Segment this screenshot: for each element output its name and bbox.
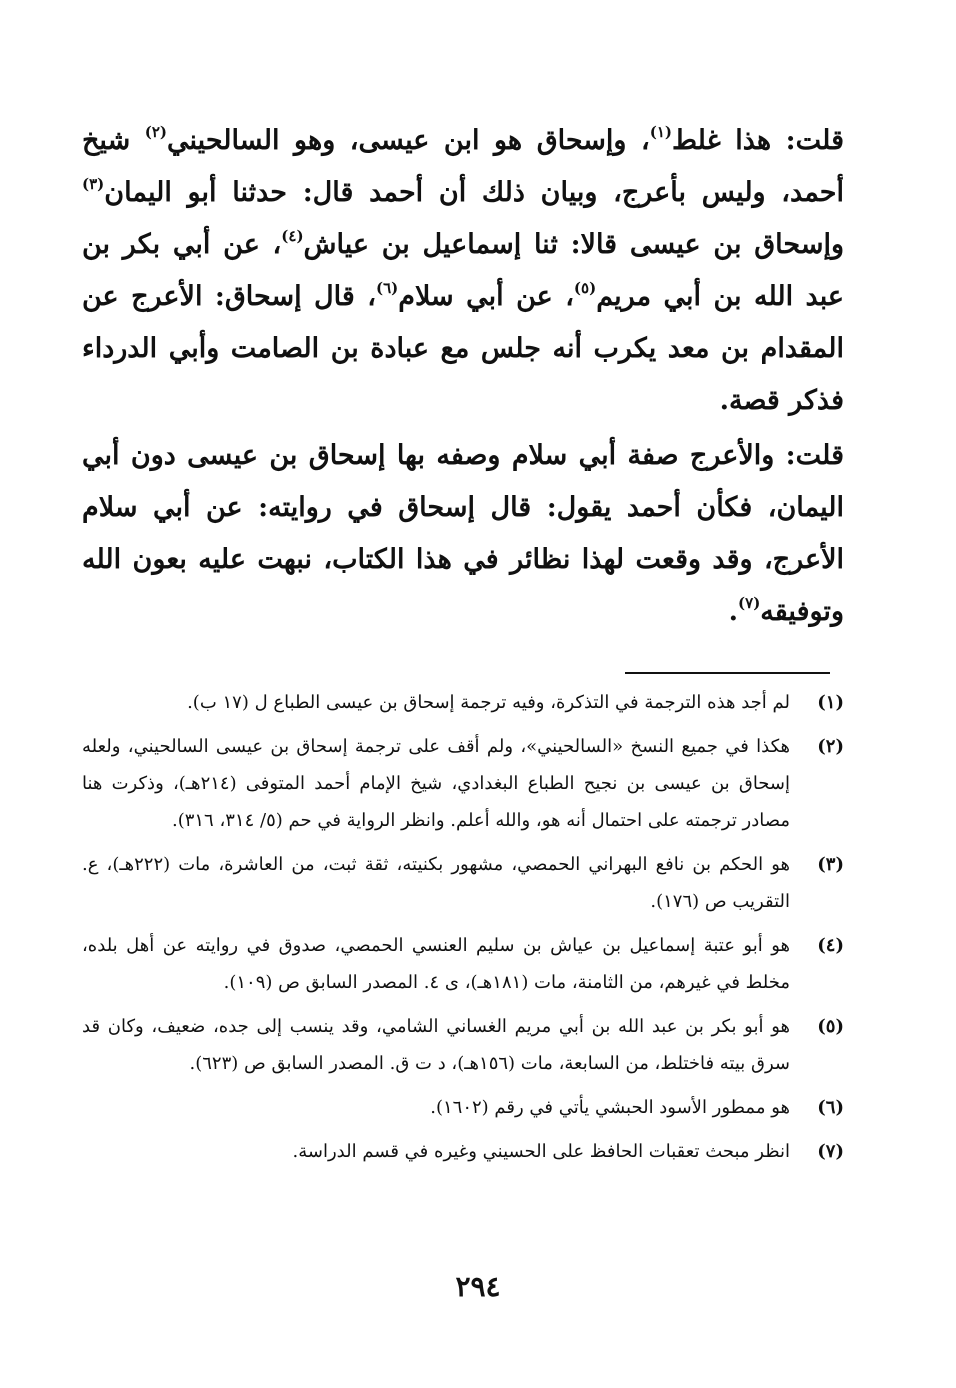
main-paragraph <box>82 430 844 638</box>
footnote-number: (٥) <box>817 1016 844 1037</box>
footnote-text: هو أبو بكر بن عبد الله بن أبي مريم الغساني الشامي، وقد ينسب إلى جده، ضعيف، وكان قد سرق بيته فاختلط، من السابعة، مات (١٥٦هـ)، د ت ق. المصدر السابق ص (٦٢٣). <box>82 1016 790 1074</box>
main-paragraph <box>82 115 844 427</box>
footnote-item <box>82 1089 844 1126</box>
footnote-item <box>82 1133 844 1170</box>
footnote-number: (٣) <box>817 854 844 875</box>
footnote-ref-3[interactable]: (٣) <box>82 175 105 193</box>
paragraph-text: شيخ أحمد، وليس بأعرج، وبيان ذلك أن أحمد قال: حدثنا أبو اليمان <box>82 125 844 208</box>
footnote-item <box>82 846 844 920</box>
paragraph-text: قلت: هذا غلط <box>672 125 844 156</box>
footnote-ref-7[interactable]: (٧) <box>738 594 761 612</box>
paragraph-text: ، عن أبي بكر بن عبد الله بن أبي مريم <box>82 229 844 312</box>
footnote-text: لم أجد هذه الترجمة في التذكرة، وفيه ترجمة إسحاق بن عيسى الطباع ل (١٧ ب). <box>187 692 790 713</box>
footnotes-list <box>82 684 844 1177</box>
footnote-item <box>82 684 844 721</box>
footnote-ref-4[interactable]: (٤) <box>281 227 304 245</box>
paragraph-text: ، وإسحاق هو ابن عيسى، وهو السالحيني <box>167 125 650 156</box>
footnote-ref-1[interactable]: (١) <box>649 123 672 141</box>
footnote-number: (٦) <box>817 1097 844 1118</box>
paragraph-text: قلت: والأعرج صفة أبي سلام وصفه بها إسحاق بن عيسى دون أبي اليمان، فكأن أحمد يقول: قال إسحاق في روايته: عن أبي سلام الأعرج، وقد وقعت لهذا نظائر في هذا الكتاب، نبهت عليه بعون الله وتوفيقه <box>82 440 844 627</box>
footnote-ref-2[interactable]: (٢) <box>144 123 168 141</box>
footnote-text: انظر مبحث تعقبات الحافظ على الحسيني وغيره في قسم الدراسة. <box>292 1141 790 1162</box>
footnote-text: هو أبو عتبة إسماعيل بن عياش بن سليم العنسي الحمصي، صدوق في روايته عن أهل بلده، مخلط في غيرهم، من الثامنة، مات (١٨١هـ)، ى ٤. المصدر السابق ص (١٠٩). <box>82 935 790 993</box>
paragraph-text: . <box>728 596 739 627</box>
footnote-number: (٢) <box>817 736 844 757</box>
page-number: ٢٩٤ <box>455 1270 501 1303</box>
footnote-item <box>82 1008 844 1082</box>
footnote-text: هكذا في جميع النسخ «السالحيني»، ولم أقف على ترجمة إسحاق بن عيسى السالحيني، ولعله إسحاق بن عيسى بن نجيح الطباع البغدادي، شيخ الإمام أحمد المتوفى (٢١٤هـ)، وذكرت هنا مصادر ترجمته على احتمال أنه هو، والله أعلم. وانظر الرواية في حم (٥/ ٣١٤، ٣١٦). <box>82 736 791 831</box>
footnote-divider <box>625 672 830 674</box>
footnote-ref-5[interactable]: (٥) <box>573 279 597 297</box>
footnote-number: (٤) <box>817 935 844 956</box>
footnote-number: (٧) <box>817 1141 844 1162</box>
paragraph-text: وإسحاق بن عيسى قالا: ثنا إسماعيل بن عياش <box>303 229 844 260</box>
footnote-item <box>82 927 844 1001</box>
footnote-number: (١) <box>817 692 844 713</box>
paragraph-text: ، قال إسحاق: الأعرج عن المقدام بن معد يكرب أنه جلس مع عبادة بن الصامت وأبي الدرداء فذكر قصة. <box>82 281 844 416</box>
footnote-item <box>82 728 844 839</box>
paragraph-text: ، عن أبي سلام <box>398 281 574 312</box>
footnote-text: هو ممطور الأسود الحبشي يأتي في رقم (١٦٠٢). <box>430 1097 790 1118</box>
footnote-ref-6[interactable]: (٦) <box>375 279 399 297</box>
footnote-text: هو الحكم بن نافع البهراني الحمصي، مشهور بكنيته، ثقة ثبت، من العاشرة، مات (٢٢٢هـ)، ع. التقريب ص (١٧٦). <box>82 854 790 912</box>
